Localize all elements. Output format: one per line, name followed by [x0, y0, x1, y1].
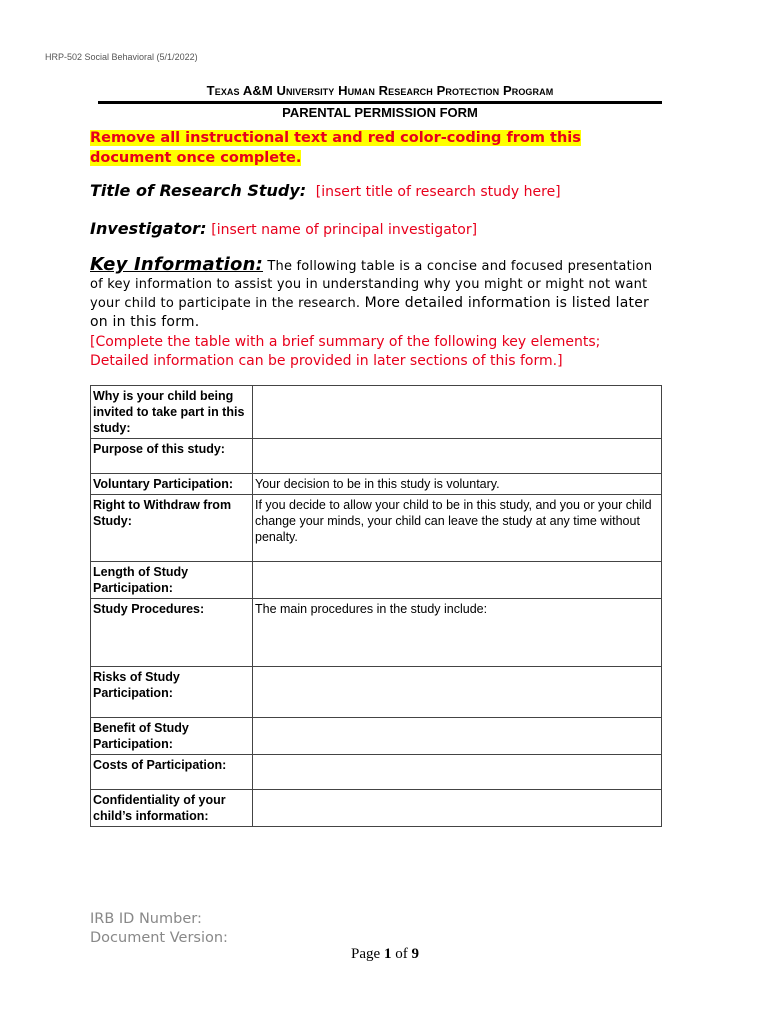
key-information-more: More detailed information is listed later on in this form. [90, 295, 649, 330]
row-value[interactable] [253, 562, 662, 599]
row-label: Purpose of this study: [91, 439, 253, 474]
table-row [91, 439, 662, 474]
key-information-text: The following table is a concise and focused presentation of key information to assist you in understanding why you might or might not want your child to participate in the research. [90, 259, 653, 311]
investigator-placeholder[interactable]: [insert name of principal investigator] [211, 222, 478, 238]
row-label: Confidentiality of your child’s information: [91, 790, 253, 827]
investigator-line [90, 219, 477, 238]
investigator-label: Investigator: [90, 219, 207, 238]
header-rule [98, 101, 662, 104]
document-code: HRP-502 Social Behavioral (5/1/2022) [45, 52, 198, 62]
form-title: PARENTAL PERMISSION FORM [282, 105, 478, 120]
table-row [91, 599, 662, 667]
row-value[interactable] [253, 439, 662, 474]
instruction-note [90, 128, 660, 168]
study-title-placeholder[interactable]: [insert title of research study here] [315, 184, 561, 200]
irb-id-label: IRB ID Number: [90, 911, 202, 927]
row-value[interactable] [253, 718, 662, 755]
program-header: Texas A&M University Human Research Protection Program [206, 83, 554, 98]
row-value[interactable]: Your decision to be in this study is voluntary. [253, 474, 662, 495]
study-title-label: Title of Research Study: [90, 181, 307, 200]
table-row [91, 474, 662, 495]
table-row [91, 790, 662, 827]
table-row [91, 755, 662, 790]
table-row [91, 562, 662, 599]
row-value[interactable] [253, 790, 662, 827]
row-label: Voluntary Participation: [91, 474, 253, 495]
key-information-table [90, 385, 662, 827]
key-information-instruction: [Complete the table with a brief summary of the following key elements; Detailed information can be provided in later sections of this form.] [90, 334, 601, 369]
row-label: Study Procedures: [91, 599, 253, 667]
row-label: Benefit of Study Participation: [91, 718, 253, 755]
study-title-line [90, 181, 561, 200]
row-label: Risks of Study Participation: [91, 667, 253, 718]
irb-block [90, 910, 228, 948]
row-value[interactable]: If you decide to allow your child to be in this study, and you or your child change your minds, your child can leave the study at any time without penalty. [253, 495, 662, 562]
row-value[interactable] [253, 755, 662, 790]
page-prefix: Page [351, 946, 381, 962]
row-label: Right to Withdraw from Study: [91, 495, 253, 562]
key-information-heading: Key Information: [90, 254, 264, 275]
page-current: 1 [383, 946, 392, 962]
key-information-paragraph [90, 256, 662, 332]
page-of: of [395, 946, 408, 962]
row-label: Length of Study Participation: [91, 562, 253, 599]
table-row [91, 667, 662, 718]
row-value[interactable] [253, 386, 662, 439]
document-version-label: Document Version: [90, 930, 228, 946]
row-label: Why is your child being invited to take part in this study: [91, 386, 253, 439]
row-value[interactable] [253, 667, 662, 718]
table-row [91, 718, 662, 755]
row-label: Costs of Participation: [91, 755, 253, 790]
page-number [0, 946, 770, 963]
instruction-note-text: Remove all instructional text and red color-coding from this document once complete. [90, 130, 581, 166]
table-row [91, 495, 662, 562]
page-total: 9 [411, 946, 419, 962]
row-value[interactable]: The main procedures in the study include: [253, 599, 662, 667]
table-row [91, 386, 662, 439]
